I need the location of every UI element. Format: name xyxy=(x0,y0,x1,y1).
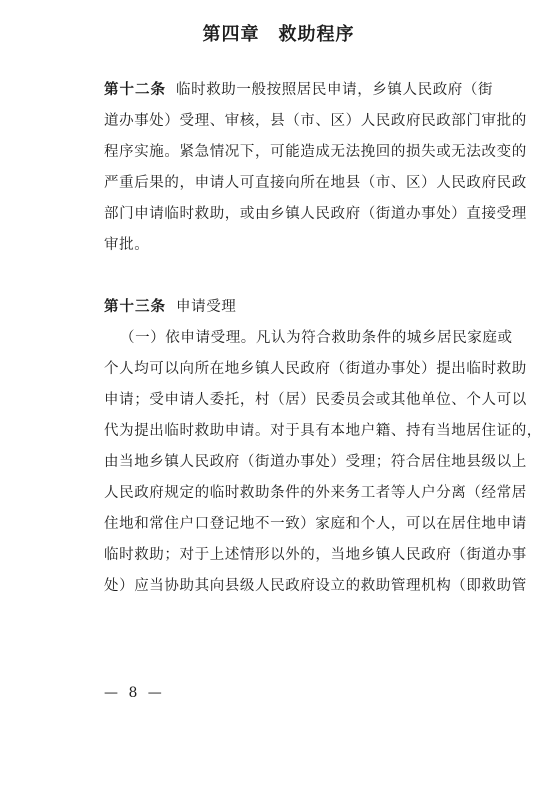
article-13-heading: 申请受理 xyxy=(176,299,237,315)
article-13-line-9: 处）应当协助其向县级人民政府设立的救助管理机构（即救助管 xyxy=(104,578,527,594)
article-12-line-3: 程序实施。紧急情况下，可能造成无法挽回的损失或无法改变的 xyxy=(104,144,527,160)
article-13-line-5: 由当地乡镇人民政府（街道办事处）受理；符合居住地县级以上 xyxy=(104,454,527,470)
article-13-label: 第十三条 xyxy=(104,299,166,315)
article-13-line-6: 人民政府规定的临时救助条件的外来务工者等人户分离（经常居 xyxy=(104,485,527,501)
article-13-line-7: 住地和常住户口登记地不一致）家庭和个人，可以在居住地申请 xyxy=(104,516,527,532)
chapter-title: 第四章 救助程序 xyxy=(202,24,355,45)
article-13-line-2: 个人均可以向所在地乡镇人民政府（街道办事处）提出临时救助 xyxy=(104,361,527,377)
article-13-line-1: （一）依申请受理。凡认为符合救助条件的城乡居民家庭或 xyxy=(120,330,513,346)
article-13-line-4: 代为提出临时救助申请。对于具有本地户籍、持有当地居住证的， xyxy=(104,423,542,439)
page-number: — 8 — xyxy=(104,685,165,701)
article-13-heading-line xyxy=(104,297,524,317)
article-13-line-3: 申请；受申请人委托，村（居）民委员会或其他单位、个人可以 xyxy=(104,392,527,408)
article-12-line-1: 临时救助一般按照居民申请，乡镇人民政府（街 xyxy=(176,82,494,98)
article-12-line-5: 部门申请临时救助，或由乡镇人民政府（街道办事处）直接受理 xyxy=(104,206,527,222)
article-12-line-6: 审批。 xyxy=(104,237,150,253)
article-12-line-4: 严重后果的，申请人可直接向所在地县（市、区）人民政府民政 xyxy=(104,175,527,191)
article-13-line-8: 临时救助；对于上述情形以外的，当地乡镇人民政府（街道办事 xyxy=(104,547,527,563)
article-12-label: 第十二条 xyxy=(104,82,166,98)
article-12-line-2: 道办事处）受理、审核，县（市、区）人民政府民政部门审批的 xyxy=(104,113,527,129)
article-12-first-line xyxy=(104,80,524,100)
